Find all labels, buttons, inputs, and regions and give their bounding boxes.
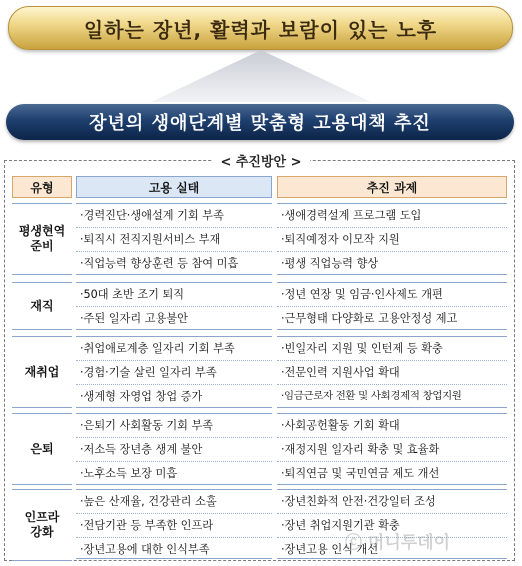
header-type: 유형 (12, 176, 72, 198)
task-item: ·퇴직예정자 이모작 지원 (277, 228, 507, 252)
status-item: ·경험·기술 살린 일자리 부족 (76, 361, 272, 385)
row-task-reemployment (277, 336, 507, 408)
task-item: ·정년 연장 및 임금·인사제도 개편 (277, 283, 507, 307)
row-label-employed: 재직 (12, 282, 72, 330)
status-item: ·은퇴기 사회활동 기회 부족 (76, 414, 272, 438)
status-item: ·높은 산재율, 건강관리 소홀 (76, 490, 272, 514)
status-item: ·장년고용에 대한 인식부족 (80, 543, 210, 556)
status-item: ·저소득 장년층 생계 불안 (76, 438, 272, 462)
status-item: ·직업능력 향상훈련 등 참여 미흡 (80, 257, 239, 270)
sub-banner: 장년의 생애단계별 맞춤형 고용대책 추진 (6, 104, 514, 140)
task-item: ·생애경력설계 프로그램 도입 (277, 204, 507, 228)
header-task: 추진 과제 (277, 176, 507, 198)
status-item: ·경력진단·생애설계 기회 부족 (76, 204, 272, 228)
task-item: ·전문인력 지원사업 확대 (277, 361, 507, 385)
task-item: ·임금근로자 전환 및 사회경제적 창업지원 (281, 390, 462, 402)
task-item: ·장년고용 인식 개선 (281, 543, 379, 556)
row-status-retirement (76, 413, 272, 485)
task-item: ·근무형태 다양화로 고용안정성 제고 (281, 312, 458, 325)
task-item: ·퇴직연금 및 국민연금 제도 개선 (281, 467, 440, 480)
section-title (0, 151, 522, 170)
task-item: ·평생 직업능력 향상 (281, 257, 379, 270)
task-item: ·빈일자리 지원 및 인턴제 등 확충 (277, 337, 507, 361)
task-item: ·재정지원 일자리 확충 및 효율화 (277, 438, 507, 462)
task-item: ·장년친화적 안전·건강일터 조성 (277, 490, 507, 514)
row-label-retirement: 은퇴 (12, 413, 72, 485)
header-status: 고용 실태 (76, 176, 272, 198)
status-item: ·생계형 자영업 창업 증가 (80, 390, 203, 403)
row-label-lifetime: 평생현역 준비 (12, 203, 72, 275)
section-title-text: < 추진방안 > (212, 155, 309, 170)
task-item: ·사회공헌활동 기회 확대 (277, 414, 507, 438)
row-status-lifetime (76, 203, 272, 275)
row-task-employed (277, 282, 507, 330)
row-label-infrastructure: 인프라 강화 (12, 489, 72, 561)
status-item: ·퇴직시 전직지원서비스 부재 (76, 228, 272, 252)
row-status-employed (76, 282, 272, 330)
status-item: ·취업애로계층 일자리 기회 부족 (76, 337, 272, 361)
watermark: ⓒ 머니투데이 (345, 533, 451, 553)
status-item: ·노후소득 보장 미흡 (80, 467, 178, 480)
top-banner: 일하는 장년, 활력과 보람이 있는 노후 (8, 6, 513, 50)
status-item: ·50대 초반 조기 퇴직 (76, 283, 272, 307)
row-label-reemployment: 재취업 (12, 336, 72, 408)
row-task-retirement (277, 413, 507, 485)
status-item: ·주된 일자리 고용불안 (80, 312, 188, 325)
arrow-up-icon (151, 50, 371, 102)
row-status-infrastructure (76, 489, 272, 559)
status-item: ·전담기관 등 부족한 인프라 (76, 514, 272, 538)
row-task-lifetime (277, 203, 507, 275)
row-status-reemployment (76, 336, 272, 408)
task-item: ·장년 취업지원기관 확충 (277, 514, 507, 538)
